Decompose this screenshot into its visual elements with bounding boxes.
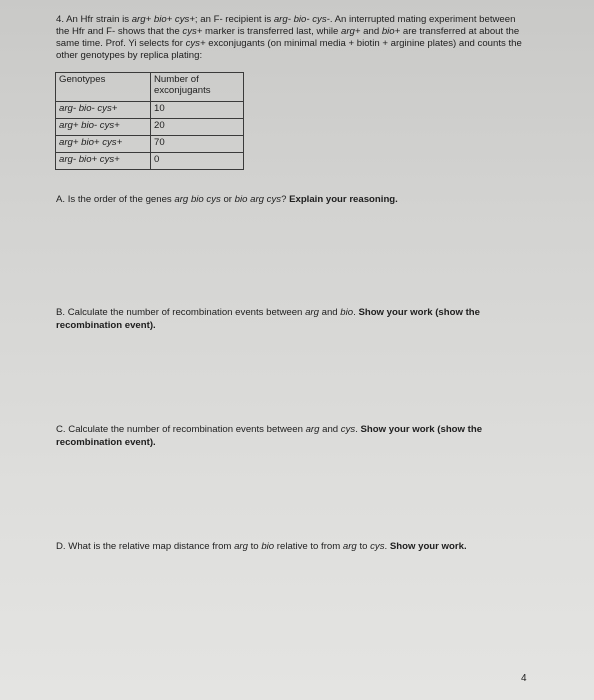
gene-name: bio bbox=[261, 541, 275, 552]
question-4-intro bbox=[56, 14, 526, 62]
question-text: and bbox=[318, 307, 341, 318]
count-cell: 70 bbox=[151, 136, 244, 153]
intro-text: . An interrupted mating experiment between the Hfr and F- shows that the bbox=[56, 14, 516, 37]
arg-marker: arg+ bbox=[341, 26, 361, 37]
table-row bbox=[56, 136, 244, 153]
gene-name: cys bbox=[370, 541, 385, 552]
gene-order-option: bio arg cys bbox=[234, 194, 282, 205]
table-header-count: Number of exconjugants bbox=[151, 73, 244, 102]
question-b bbox=[56, 306, 531, 332]
question-text: A. Is the order of the genes bbox=[56, 194, 175, 205]
question-c bbox=[56, 423, 531, 449]
count-cell: 10 bbox=[151, 102, 244, 119]
intro-text: and bbox=[360, 26, 382, 37]
genotype-cell: arg+ bio+ cys+ bbox=[56, 136, 151, 153]
genotype-cell: arg+ bio- cys+ bbox=[56, 119, 151, 136]
recipient-genotype: arg- bio- cys- bbox=[273, 14, 330, 25]
bio-marker: bio+ bbox=[381, 26, 401, 37]
count-cell: 0 bbox=[151, 153, 244, 170]
question-text: C. Calculate the number of recombination events between bbox=[56, 424, 306, 435]
intro-text: ; an F- recipient is bbox=[194, 14, 274, 25]
count-cell: 20 bbox=[151, 119, 244, 136]
genotype-cell: arg- bio+ cys+ bbox=[56, 153, 151, 170]
cys-marker: cys+ bbox=[182, 26, 203, 37]
table-row bbox=[56, 153, 244, 170]
genotype-table bbox=[55, 72, 244, 170]
intro-text: 4. An Hfr strain is bbox=[56, 14, 132, 25]
question-instruction: Show your work (show the recombination event). bbox=[56, 307, 480, 331]
question-text: B. Calculate the number of recombination events between bbox=[56, 307, 306, 318]
gene-name: bio bbox=[340, 307, 354, 318]
question-text: . bbox=[384, 541, 390, 552]
question-instruction: Show your work. bbox=[389, 541, 467, 552]
intro-text: marker is transferred last, while bbox=[202, 26, 342, 37]
page-number: 4 bbox=[521, 673, 527, 684]
question-text: or bbox=[220, 194, 235, 205]
cys-marker: cys+ bbox=[185, 38, 206, 49]
table-header-row bbox=[56, 73, 244, 102]
intro-text: are transferred at about the same time. Prof. Yi selects for bbox=[56, 26, 520, 49]
question-a bbox=[56, 193, 531, 206]
table-row bbox=[56, 119, 244, 136]
question-text: and bbox=[319, 424, 341, 435]
gene-name: arg bbox=[305, 424, 320, 435]
question-instruction: Show your work (show the recombination event). bbox=[56, 424, 483, 448]
intro-text: exconjugants (on minimal media + biotin + arginine plates) and counts the other genotypes by replica plating: bbox=[56, 38, 522, 61]
gene-order-option: arg bio cys bbox=[174, 194, 221, 205]
gene-name: cys bbox=[340, 424, 356, 435]
question-text: to bbox=[247, 541, 262, 552]
gene-name: arg bbox=[342, 541, 357, 552]
question-text: ? bbox=[281, 194, 290, 205]
gene-name: arg bbox=[305, 307, 319, 318]
hfr-genotype: arg+ bio+ cys+ bbox=[131, 14, 195, 25]
question-d bbox=[56, 540, 531, 553]
question-instruction: Explain your reasoning. bbox=[289, 194, 398, 205]
table-row bbox=[56, 102, 244, 119]
question-text: relative to from bbox=[274, 541, 343, 552]
question-text: to bbox=[356, 541, 371, 552]
table-header-genotypes: Genotypes bbox=[56, 73, 151, 102]
question-text: D. What is the relative map distance from bbox=[56, 541, 235, 552]
gene-name: arg bbox=[234, 541, 248, 552]
question-text: . bbox=[353, 307, 359, 318]
question-text: . bbox=[355, 424, 361, 435]
genotype-cell: arg- bio- cys+ bbox=[56, 102, 151, 119]
